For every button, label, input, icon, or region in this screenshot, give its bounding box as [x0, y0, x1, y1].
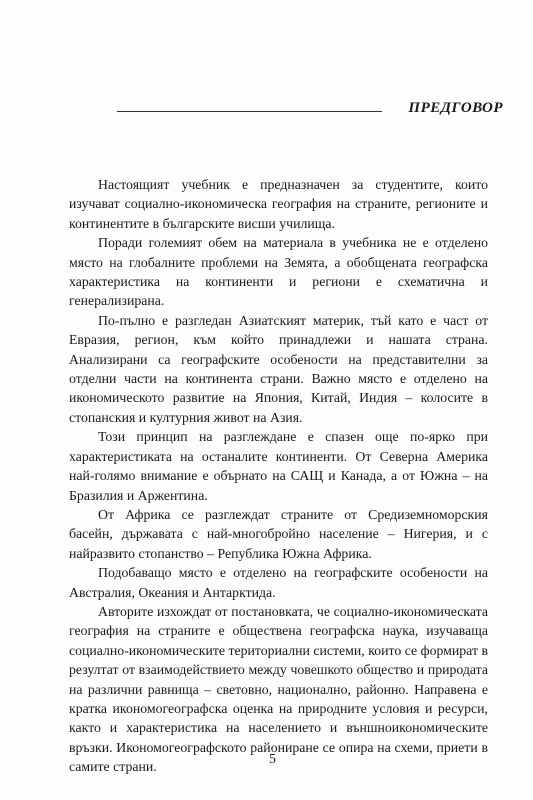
- paragraph: Поради големият обем на материала в учебника не е отделено място на глобалните проблеми на Земята, а обобщената географска характеристика на континенти и региони е схематична и генерализирана.: [69, 235, 488, 309]
- paragraph: По-пълно е разгледан Азиатският материк, тъй като е част от Евразия, регион, към който принадлежи и нашата страна. Анализирани са географските особености на представителни за отделни части на континента страни. Важно място е отделено на икономическото развитие на Япония, Китай, Индия – колосите в стопанския и културния живот на Азия.: [69, 312, 488, 425]
- paragraph: От Африка се разглеждат страните от Средиземноморския басейн, държавата с най-многобройно население – Нигерия, и с найразвито стопанство – Република Южна Африка.: [69, 506, 488, 561]
- header-rule: [117, 111, 382, 112]
- paragraph: Настоящият учебник е предназначен за студентите, които изучават социално-икономическа география на страните, регионите и континентите в българските висши училища.: [69, 177, 488, 231]
- chapter-title: ПРЕДГОВОР: [408, 100, 503, 116]
- page-number: 5: [269, 752, 276, 767]
- paragraph: Авторите изхождат от постановката, че социално-икономическата география на страните е обществена географска наука, изучаваща социално-икономическите териториални системи, които се формират в резултат от взаимодействието между човешкото общество и природата на различни равнища – световно, национално, районно. Направена е кратка икономогеографска оценка на природните условия и ресурси, както и характеристика на населението и външноикономическите връзки. Икономогеографското райониране се опира на схеми, приети в самите страни.: [69, 603, 488, 775]
- paragraph: Този принцип на разглеждане е спазен още по-ярко при характеристиката на останалите континенти. От Северна Америка най-голямо внимание е обърнато на САЩ и Канада, а от Южна – на Бразилия и Аржентина.: [69, 429, 488, 503]
- page-header: [117, 100, 503, 120]
- body-text: [69, 175, 488, 777]
- paragraph: Подобаващо място е отделено на географските особености на Австралия, Океания и Антарктида.: [69, 565, 488, 600]
